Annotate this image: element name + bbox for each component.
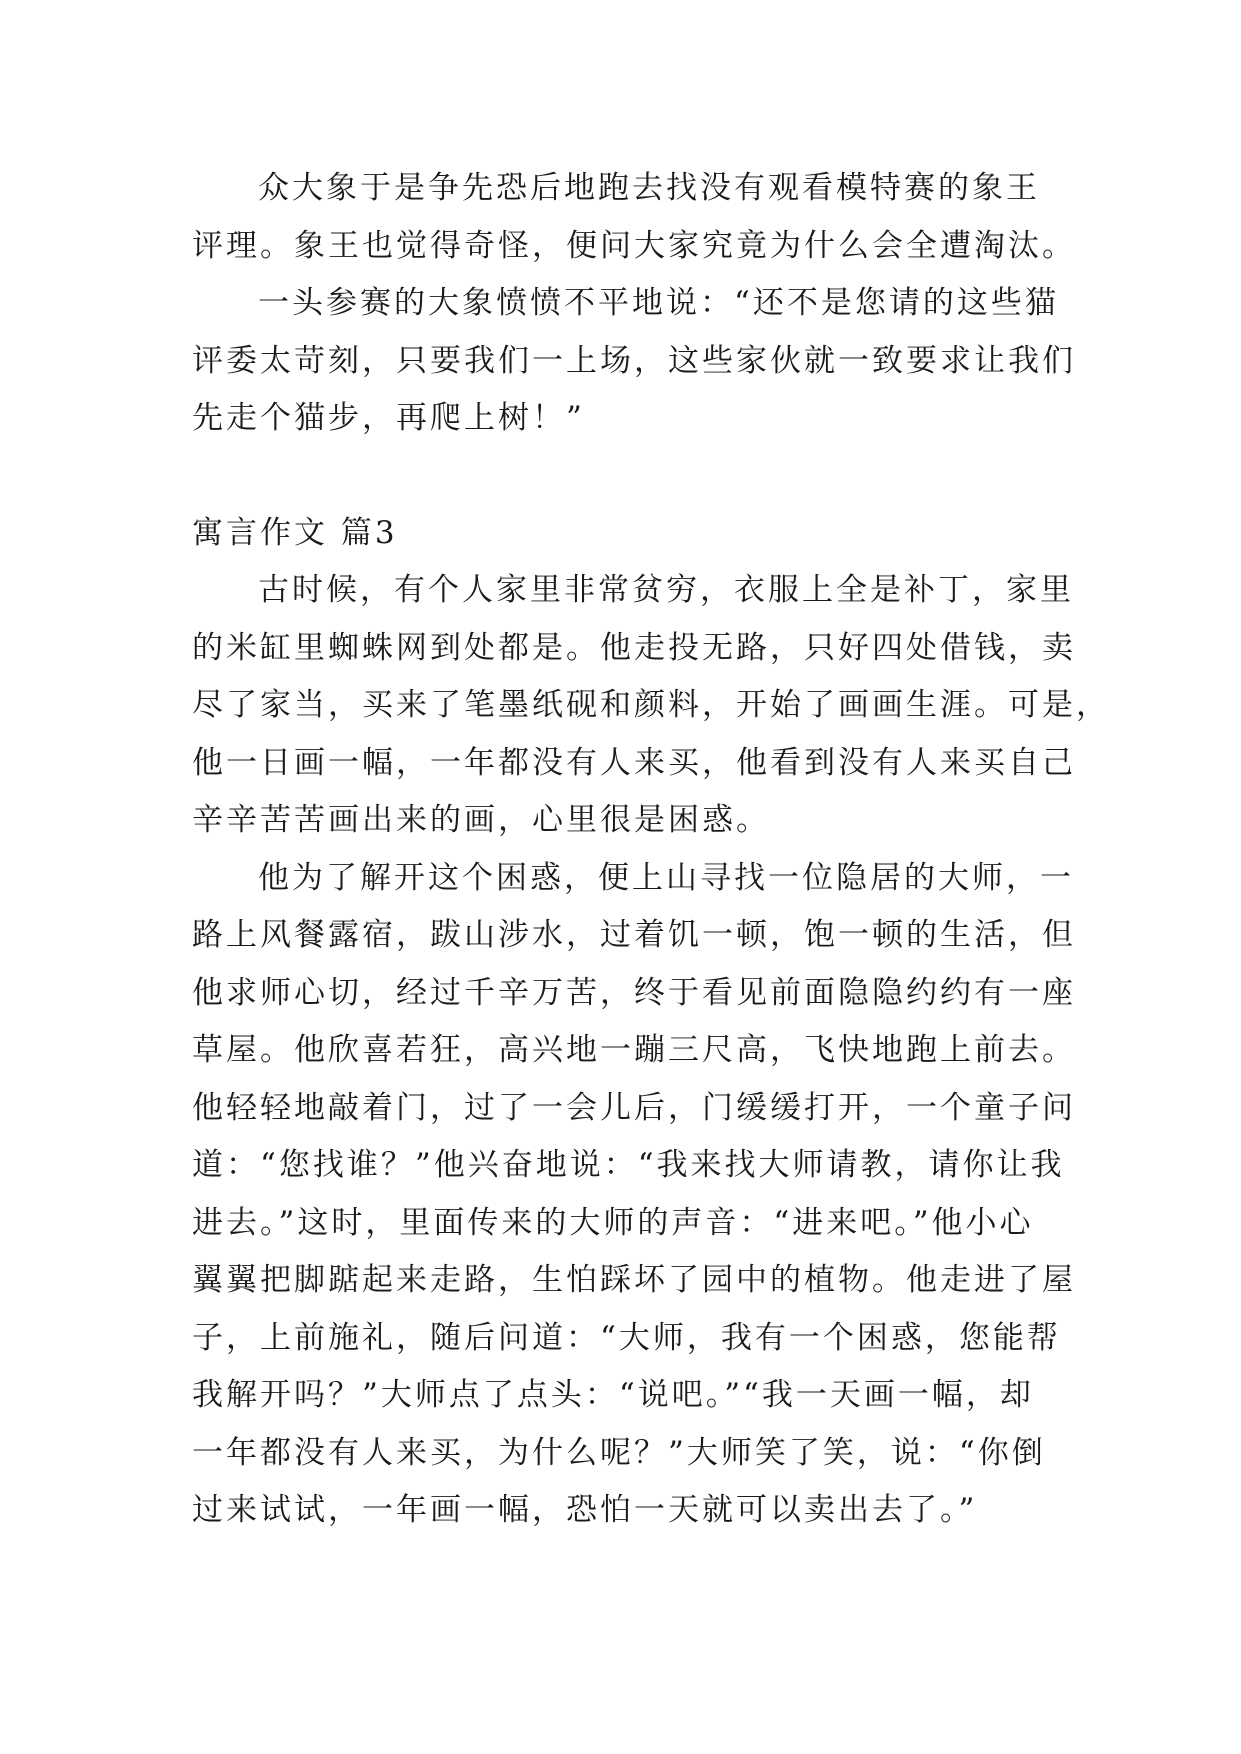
paragraph-painter-2 <box>192 850 1076 1540</box>
text-line: 评理。象王也觉得奇怪，便问大家究竟为什么会全遭淘汰。 <box>192 227 1076 264</box>
paragraph-elephant-1 <box>192 160 1076 275</box>
text-line: 的米缸里蜘蛛网到处都是。他走投无路，只好四处借钱，卖 <box>192 629 1076 666</box>
text-line: 路上风餐露宿，跋山涉水，过着饥一顿，饱一顿的生活，但 <box>192 917 1076 953</box>
section-title: 寓言作文 篇3 <box>192 514 398 551</box>
text-line: 尽了家当，买来了笔墨纸砚和颜料，开始了画画生涯。可是， <box>192 687 1110 723</box>
text-line: 他求师心切，经过千辛万苦，终于看见前面隐隐约约有一座 <box>192 974 1076 1011</box>
text-line: 一年都没有人来买，为什么呢？”大师笑了笑，说：“你倒 <box>192 1434 1046 1471</box>
paragraph-painter-1 <box>192 562 1110 850</box>
text-line: 评委太苛刻，只要我们一上场，这些家伙就一致要求让我们 <box>192 342 1076 379</box>
text-line: 辛辛苦苦画出来的画，心里很是困惑。 <box>192 802 770 838</box>
text-line: 一头参赛的大象愤愤不平地说：“还不是您请的这些猫 <box>258 285 1059 321</box>
paragraph-elephant-2 <box>192 275 1076 448</box>
text-line: 他一日画一幅，一年都没有人来买，他看到没有人来买自己 <box>192 744 1076 781</box>
text-line: 子，上前施礼，随后问道：“大师，我有一个困惑，您能帮 <box>192 1319 1061 1356</box>
text-column <box>192 160 1110 1540</box>
text-line: 先走个猫步，再爬上树！” <box>192 400 585 436</box>
text-line: 众大象于是争先恐后地跑去找没有观看模特赛的象王 <box>258 170 1040 206</box>
text-line: 我解开吗？”大师点了点头：“说吧。”“我一天画一幅，却 <box>192 1377 1034 1413</box>
text-line: 道：“您找谁？”他兴奋地说：“我来找大师请教，请你让我 <box>192 1147 1065 1183</box>
text-line: 他为了解开这个困惑，便上山寻找一位隐居的大师，一 <box>258 859 1074 896</box>
text-line: 翼翼把脚踮起来走路，生怕踩坏了园中的植物。他走进了屋 <box>192 1262 1076 1298</box>
text-line: 古时候，有个人家里非常贫穷，衣服上全是补丁，家里 <box>258 572 1074 608</box>
text-line: 过来试试，一年画一幅，恐怕一天就可以卖出去了。” <box>192 1492 978 1528</box>
text-line: 他轻轻地敲着门，过了一会儿后，门缓缓打开，一个童子问 <box>192 1089 1076 1126</box>
text-line: 进去。”这时，里面传来的大师的声音：“进来吧。”他小心 <box>192 1204 1034 1241</box>
text-line: 草屋。他欣喜若狂，高兴地一蹦三尺高，飞快地跑上前去。 <box>192 1032 1076 1068</box>
